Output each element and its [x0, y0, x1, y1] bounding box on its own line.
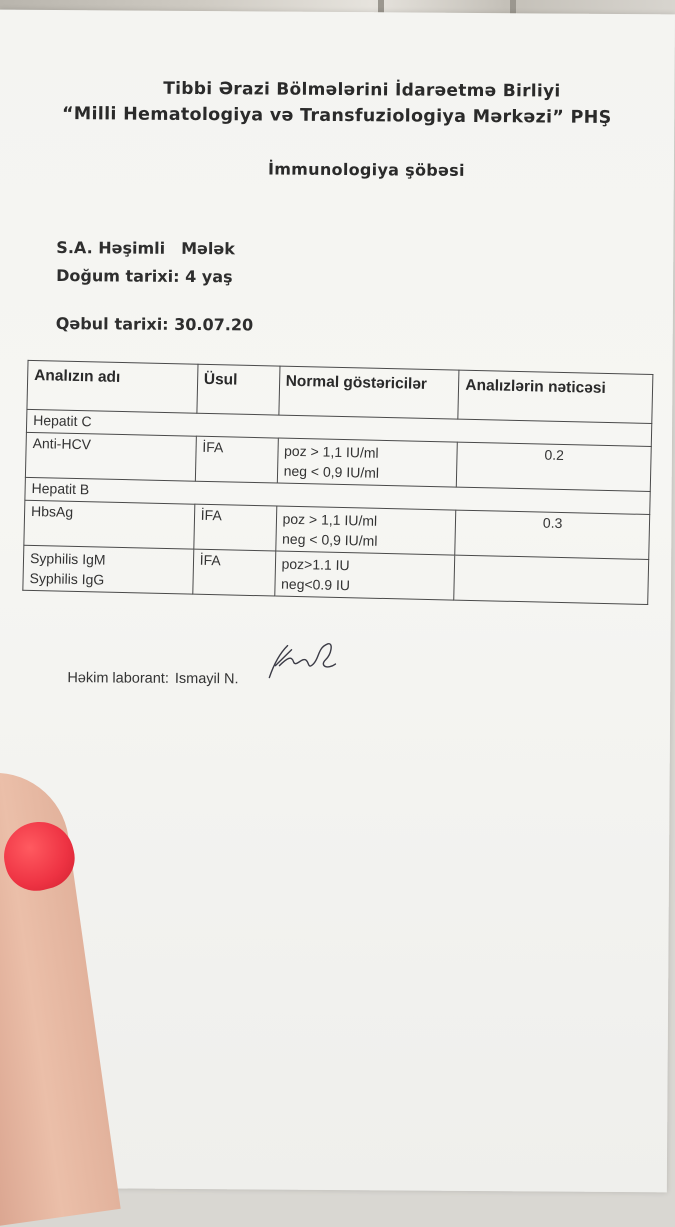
signature-name: Ismayil N.: [174, 670, 239, 688]
header-test-name: Analızın adı: [27, 360, 198, 413]
document-sheet: [0, 10, 675, 1193]
patient-given-name: Mələk: [181, 238, 235, 259]
admission-label: Qəbul: [55, 314, 109, 334]
normal-negative: neg<0.9 IU: [280, 575, 351, 594]
normal-positive: poz > 1,1 IU/ml: [282, 510, 378, 529]
test-method: İFA: [195, 436, 278, 483]
test-name: HbsAg: [24, 500, 195, 549]
signature-label: Həkim laborant:: [67, 670, 169, 687]
test-name-igg: Syphilis IgG: [29, 569, 105, 588]
test-method: İFA: [192, 549, 275, 596]
handwritten-signature: [257, 635, 347, 686]
normal-negative: neg < 0,9 IU/ml: [283, 462, 380, 481]
institution-line-1: Tibbi Ərazi Bölmələrini İdarəetmə Birliyi: [163, 78, 561, 102]
patient-name: [56, 238, 235, 258]
header-result: Analızlərin nəticəsi: [458, 370, 653, 423]
header-method: Üsul: [197, 364, 280, 415]
group-label: Hepatit B: [25, 477, 650, 514]
normal-negative: neg < 0,9 IU/ml: [281, 530, 378, 549]
test-result: 0.2: [457, 442, 652, 491]
results-table: [22, 360, 653, 605]
test-result: [454, 555, 649, 604]
patient-surname: S.A. Həşimli: [56, 238, 166, 258]
institution-line-2: “Milli Hematologiya və Transfuziologiya Mərkəzi” PHŞ: [61, 104, 612, 128]
test-name: Anti-HCV: [25, 432, 196, 481]
header-normal-range: Normal göstəricilər: [278, 366, 459, 419]
admission-value: tarixi: 30.07.20: [114, 314, 254, 335]
normal-range: [275, 506, 456, 555]
normal-range: [277, 438, 458, 487]
test-name-igm: Syphilis IgM: [29, 549, 106, 568]
signature-line: [67, 670, 238, 687]
normal-positive: poz>1.1 IU: [281, 555, 350, 574]
group-label: Hepatit C: [26, 409, 651, 446]
test-name: [23, 545, 194, 594]
normal-positive: poz > 1,1 IU/ml: [283, 442, 379, 461]
normal-range: [274, 551, 455, 600]
test-result: 0.3: [455, 510, 650, 559]
admission-date: [56, 314, 253, 334]
test-method: İFA: [193, 504, 276, 551]
patient-birth: Doğum tarixi: 4 yaş: [56, 266, 233, 287]
department-title: İmmunologiya şöbəsi: [267, 159, 465, 180]
